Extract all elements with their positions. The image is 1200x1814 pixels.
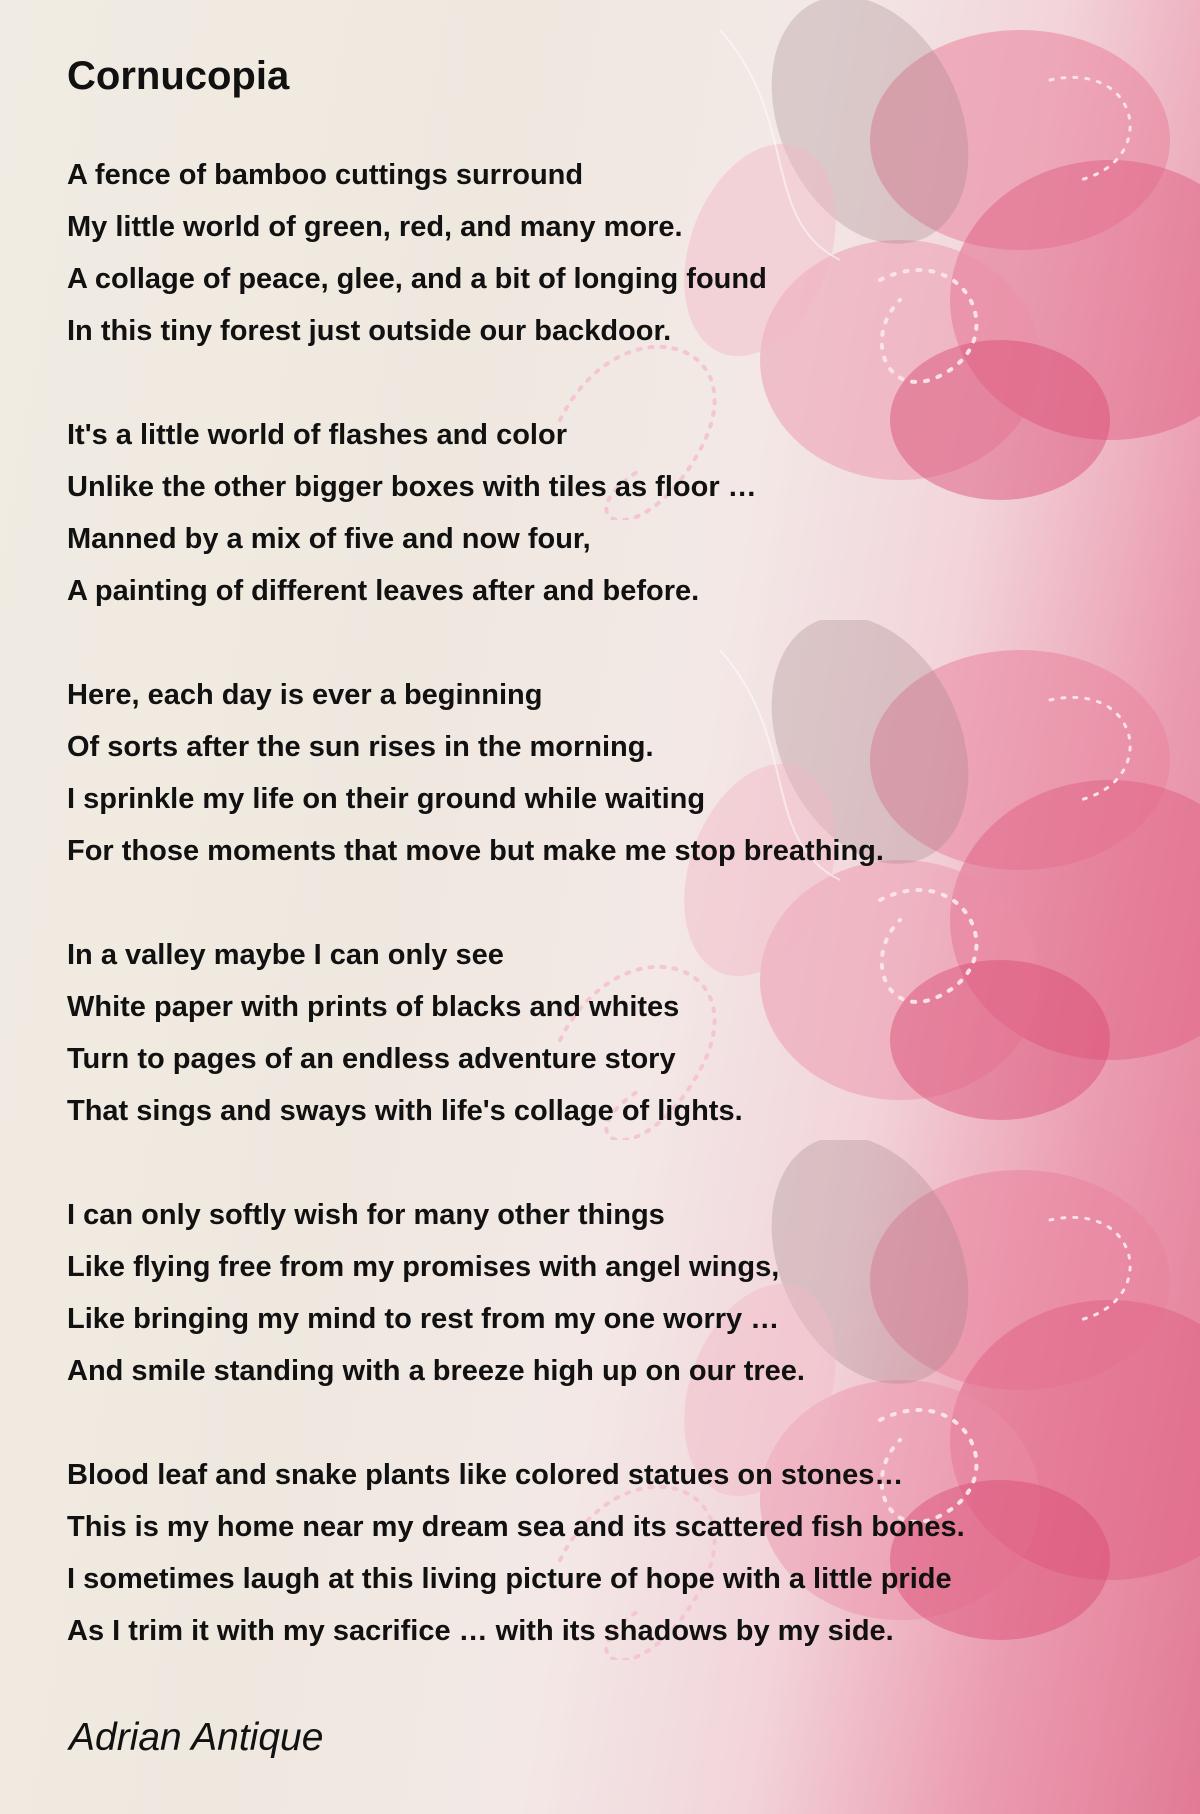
poem-line: As I trim it with my sacrifice … with its shadows by my side. (67, 1615, 894, 1647)
poem-line: In this tiny forest just outside our backdoor. (67, 315, 672, 347)
poem-line: Manned by a mix of five and now four, (67, 523, 591, 555)
poem-line: I sprinkle my life on their ground while waiting (67, 783, 706, 815)
stanza-2 (67, 409, 757, 617)
stanza-1 (67, 149, 767, 357)
poem-line: In a valley maybe I can only see (67, 939, 504, 971)
poem-line: I can only softly wish for many other things (67, 1199, 665, 1231)
poem-line: It's a little world of flashes and color (67, 419, 567, 451)
poem-line: A painting of different leaves after and before. (67, 575, 700, 607)
poem-line: I sometimes laugh at this living picture of hope with a little pride (67, 1563, 952, 1595)
poem-line: A fence of bamboo cuttings surround (67, 159, 584, 191)
poem-line: A collage of peace, glee, and a bit of longing found (67, 263, 767, 295)
poem-line: Unlike the other bigger boxes with tiles as floor … (67, 471, 757, 503)
stanza-5 (67, 1189, 805, 1397)
poem-line: White paper with prints of blacks and whites (67, 991, 680, 1023)
poem-line: Like flying free from my promises with angel wings, (67, 1251, 780, 1283)
poem-title: Cornucopia (67, 54, 290, 98)
poem-line: Of sorts after the sun rises in the morning. (67, 731, 654, 763)
poem-line: Turn to pages of an endless adventure story (67, 1043, 676, 1075)
stanza-4 (67, 929, 743, 1137)
poem-line: And smile standing with a breeze high up on our tree. (67, 1355, 805, 1387)
poem-line: Here, each day is ever a beginning (67, 679, 543, 711)
stanza-6 (67, 1449, 965, 1657)
poem-line: This is my home near my dream sea and its scattered fish bones. (67, 1511, 965, 1543)
poem-line: That sings and sways with life's collage of lights. (67, 1095, 743, 1127)
poem-line: Like bringing my mind to rest from my one worry … (67, 1303, 780, 1335)
poem-author: Adrian Antique (69, 1716, 324, 1759)
poem-line: My little world of green, red, and many more. (67, 211, 683, 243)
poem-line: Blood leaf and snake plants like colored statues on stones… (67, 1459, 904, 1491)
stanza-3 (67, 669, 884, 877)
poem-line: For those moments that move but make me stop breathing. (67, 835, 884, 867)
